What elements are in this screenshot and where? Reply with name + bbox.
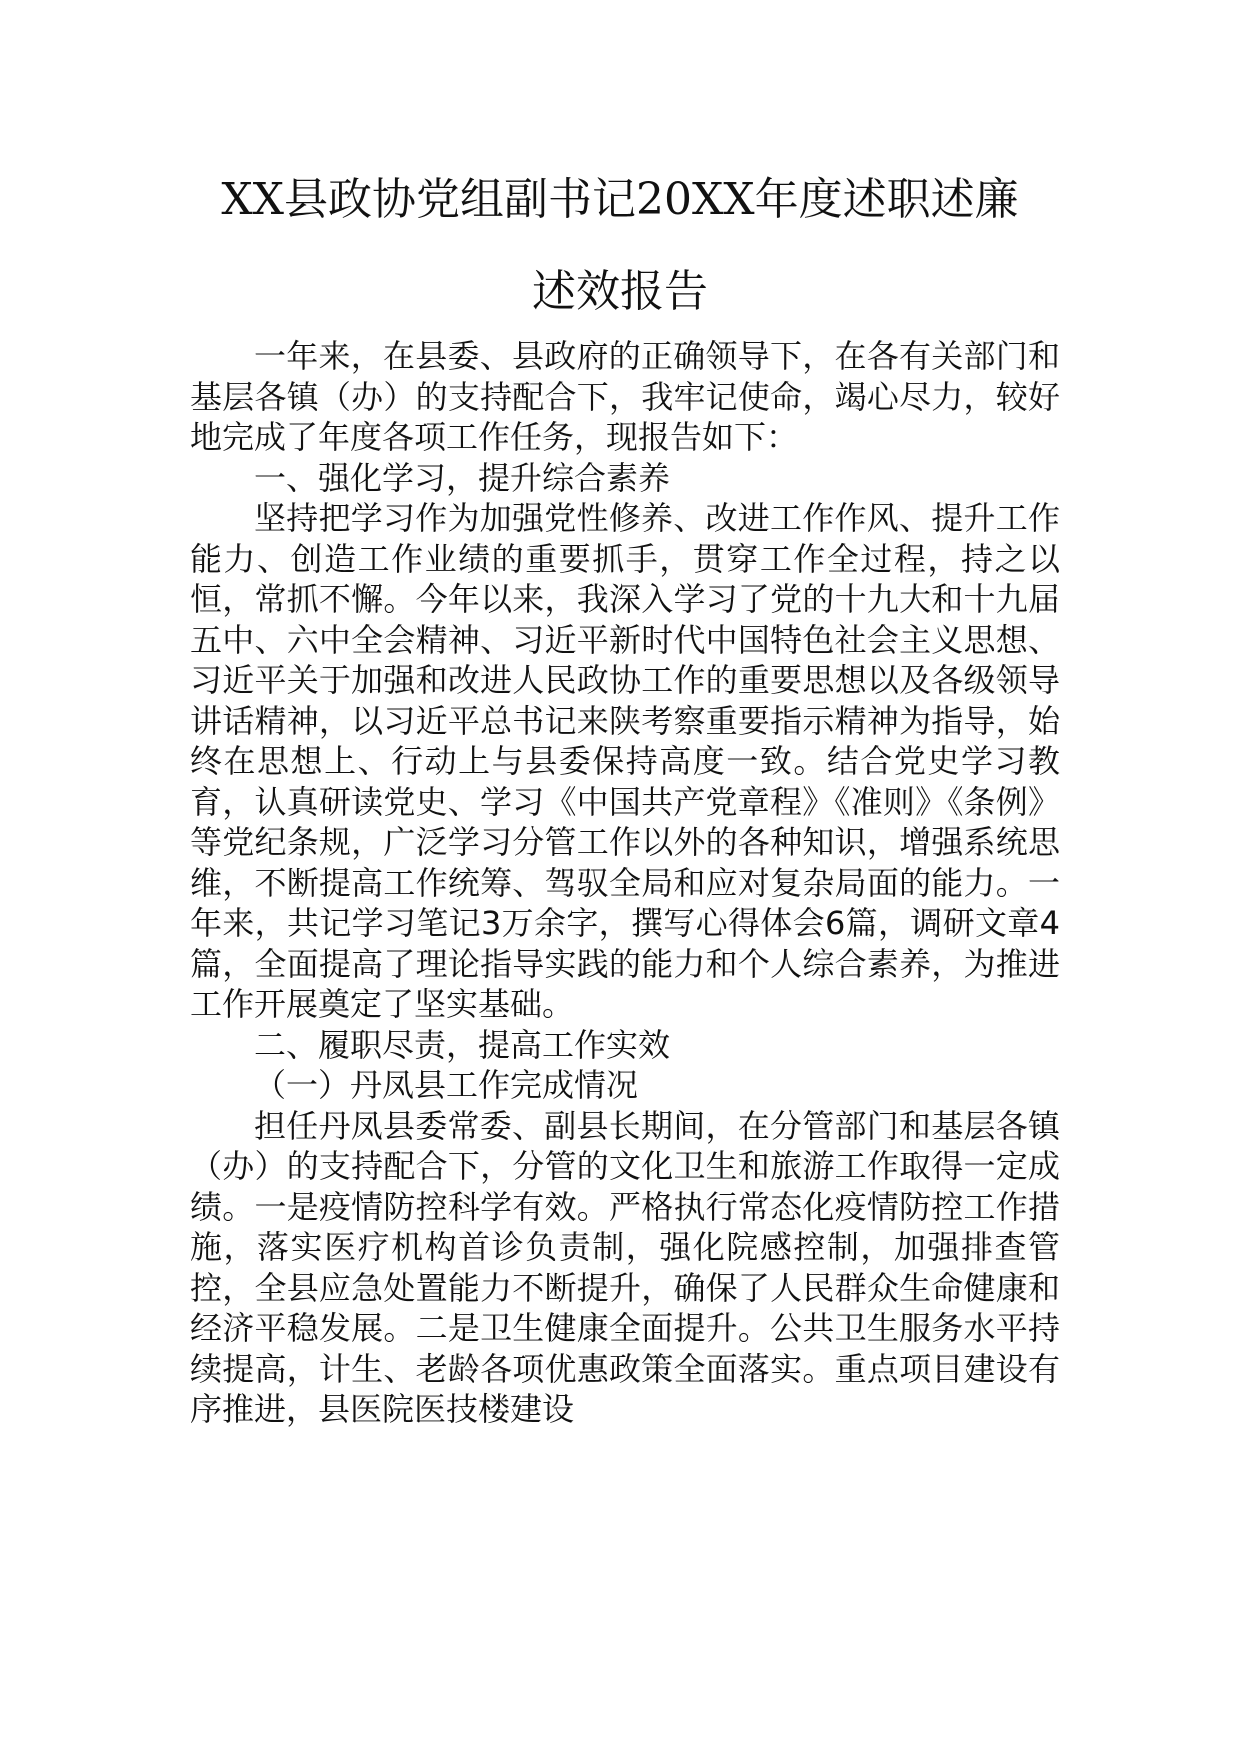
subsection-1-paragraph: 担任丹凤县委常委、副县长期间，在分管部门和基层各镇（办）的支持配合下，分管的文化卫生和旅游工作取得一定成绩。一是疫情防控科学有效。严格执行常态化疫情防控工作措施，落实医疗机构首诊负责制，强化院感控制，加强排查管控，全县应急处置能力不断提升，确保了人民群众生命健康和经济平稳发展。二是卫生健康全面提升。公共卫生服务水平持续提高，计生、老龄各项优惠政策全面落实。重点项目建设有序推进，县医院医技楼建设 bbox=[190, 1106, 1060, 1428]
intro-paragraph: 一年来，在县委、县政府的正确领导下，在各有关部门和基层各镇（办）的支持配合下，我牢记使命，竭心尽力，较好地完成了年度各项工作任务，现报告如下： bbox=[190, 337, 1060, 456]
section-heading-1: 一、强化学习，提升综合素养 bbox=[254, 458, 671, 497]
subsection-heading-1: （一）丹凤县工作完成情况 bbox=[254, 1066, 639, 1104]
document-title-line-1: XX县政协党组副书记20XX年度述职述廉 bbox=[221, 174, 1019, 225]
section-heading-2: 二、履职尽责，提高工作实效 bbox=[254, 1025, 671, 1064]
document-body bbox=[190, 336, 1060, 1430]
document-title-line-2: 述效报告 bbox=[532, 266, 708, 317]
section-1-paragraph: 坚持把学习作为加强党性修养、改进工作作风、提升工作能力、创造工作业绩的重要抓手，贯穿工作全过程，持之以恒，常抓不懈。今年以来，我深入学习了党的十九大和十九届五中、六中全会精神、习近平新时代中国特色社会主义思想、习近平关于加强和改进人民政协工作的重要思想以及各级领导讲话精神，以习近平总书记来陕考察重要指示精神为指导，始终在思想上、行动上与县委保持高度一致。结合党史学习教育，认真研读党史、学习《中国共产党章程》《准则》《条例》等党纪条规，广泛学习分管工作以外的各种知识，增强系统思维，不断提高工作统筹、驾驭全局和应对复杂局面的能力。一年来，共记学习笔记3万余字，撰写心得体会6篇，调研文章4篇，全面提高了理论指导实践的能力和个人综合素养，为推进工作开展奠定了坚实基础。 bbox=[190, 499, 1060, 1023]
